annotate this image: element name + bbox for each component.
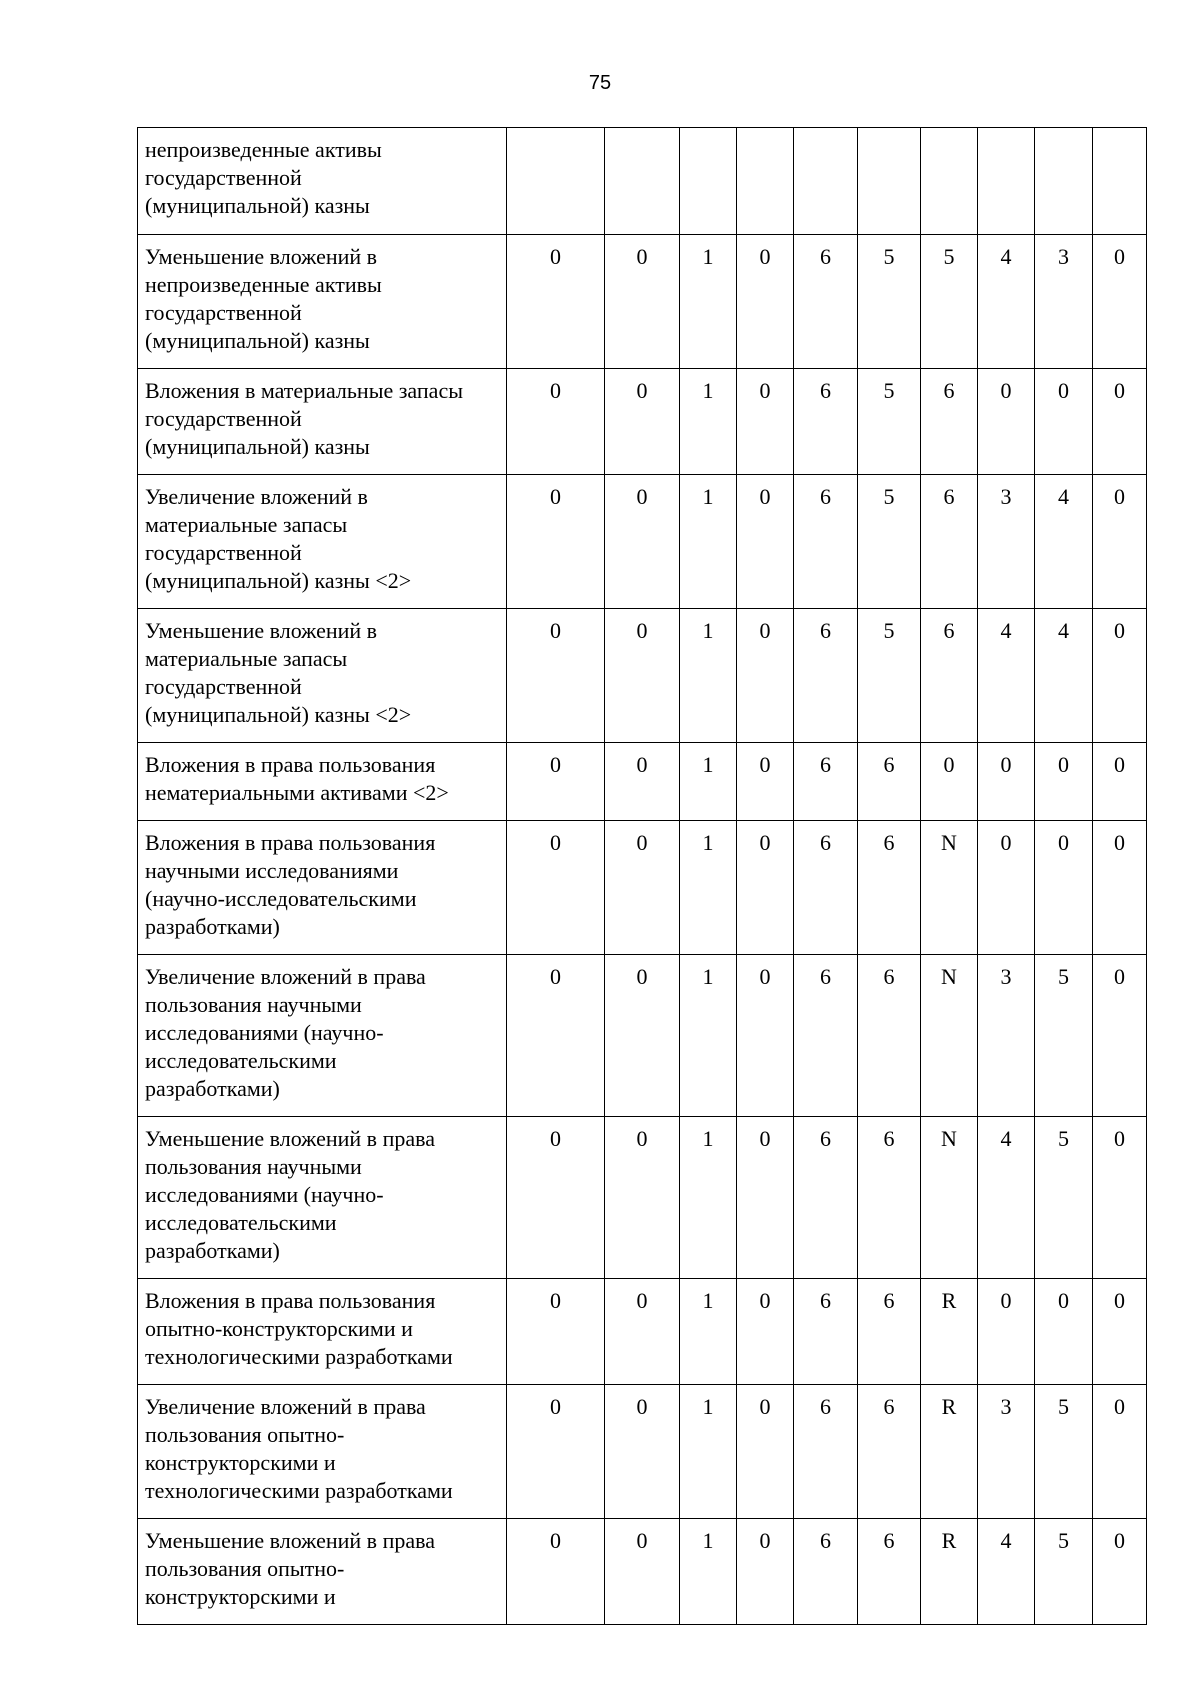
code-digit-cell: 3 [978, 1385, 1035, 1519]
code-digit-cell: 0 [978, 821, 1035, 955]
account-name-line: (муниципальной) казны <2> [145, 568, 412, 593]
code-digit-cell: 0 [1093, 1385, 1147, 1519]
code-digit-cell: 0 [978, 1279, 1035, 1385]
code-digit-cell: 0 [1035, 369, 1093, 475]
account-name-line: государственной [145, 674, 302, 699]
code-digit-cell: 0 [1093, 369, 1147, 475]
code-digit-cell: 6 [794, 1519, 858, 1625]
code-digit-cell: N [921, 821, 978, 955]
account-name-line: Уменьшение вложений в [145, 618, 378, 643]
code-digit-cell: 1 [680, 1519, 737, 1625]
code-digit-cell: 0 [605, 1117, 680, 1279]
code-digit-cell: 0 [507, 1279, 605, 1385]
code-digit-cell: 0 [605, 955, 680, 1117]
code-digit-cell: 6 [794, 1279, 858, 1385]
table-row [138, 1519, 1147, 1625]
code-digit-cell: 5 [921, 235, 978, 369]
account-name-line: государственной [145, 540, 302, 565]
code-digit-cell: 0 [507, 743, 605, 821]
code-digit-cell [978, 128, 1035, 235]
code-digit-cell: 6 [794, 609, 858, 743]
table-row [138, 743, 1147, 821]
account-name-line: Увеличение вложений в права [145, 964, 426, 989]
code-digit-cell: 0 [737, 743, 794, 821]
code-digit-cell: R [921, 1385, 978, 1519]
account-name-line: (муниципальной) казны [145, 434, 370, 459]
code-digit-cell [1093, 128, 1147, 235]
code-digit-cell: 4 [978, 1519, 1035, 1625]
code-digit-cell: 0 [507, 1519, 605, 1625]
account-name-line: непроизведенные активы [145, 272, 382, 297]
table-row [138, 235, 1147, 369]
code-digit-cell: 0 [1093, 235, 1147, 369]
account-name-line: государственной [145, 406, 302, 431]
code-digit-cell: 0 [737, 821, 794, 955]
table-row [138, 369, 1147, 475]
account-name-cell [138, 1279, 507, 1385]
code-digit-cell: 0 [507, 475, 605, 609]
table-row [138, 955, 1147, 1117]
code-digit-cell: R [921, 1519, 978, 1625]
code-digit-cell: 0 [1093, 1117, 1147, 1279]
code-digit-cell: 5 [858, 609, 921, 743]
code-digit-cell: 6 [921, 609, 978, 743]
code-digit-cell: 6 [794, 369, 858, 475]
code-digit-cell: 1 [680, 475, 737, 609]
account-name-line: пользования опытно- [145, 1556, 345, 1581]
code-digit-cell: 6 [858, 743, 921, 821]
table-row [138, 821, 1147, 955]
code-digit-cell: 0 [507, 955, 605, 1117]
account-name-line: технологическими разработками [145, 1478, 453, 1503]
code-digit-cell: 6 [794, 821, 858, 955]
code-digit-cell: 0 [1093, 609, 1147, 743]
code-digit-cell: 0 [737, 475, 794, 609]
account-name-line: Уменьшение вложений в права [145, 1528, 435, 1553]
table-row [138, 1117, 1147, 1279]
account-name-line: технологическими разработками [145, 1344, 453, 1369]
account-name-cell [138, 369, 507, 475]
code-digit-cell: 0 [1093, 821, 1147, 955]
code-digit-cell: 4 [978, 235, 1035, 369]
account-name-cell [138, 128, 507, 235]
code-digit-cell: 6 [794, 1385, 858, 1519]
code-digit-cell: 0 [978, 369, 1035, 475]
code-digit-cell [680, 128, 737, 235]
account-name-cell [138, 609, 507, 743]
account-name-line: Увеличение вложений в права [145, 1394, 426, 1419]
account-name-line: Вложения в права пользования [145, 1288, 436, 1313]
code-digit-cell: 4 [978, 1117, 1035, 1279]
code-digit-cell: 4 [978, 609, 1035, 743]
account-name-line: Вложения в материальные запасы [145, 378, 463, 403]
code-digit-cell: 5 [858, 369, 921, 475]
code-digit-cell: 1 [680, 1385, 737, 1519]
code-digit-cell: 0 [978, 743, 1035, 821]
account-name-line: непроизведенные активы [145, 137, 382, 162]
code-digit-cell: 6 [794, 475, 858, 609]
code-digit-cell: 3 [978, 475, 1035, 609]
code-digit-cell: 4 [1035, 475, 1093, 609]
account-name-line: конструкторскими и [145, 1450, 336, 1475]
account-name-line: пользования научными [145, 992, 362, 1017]
code-digit-cell: N [921, 1117, 978, 1279]
code-digit-cell: 0 [737, 1279, 794, 1385]
code-digit-cell: 5 [1035, 1385, 1093, 1519]
code-digit-cell: 0 [605, 475, 680, 609]
code-digit-cell: 0 [605, 1519, 680, 1625]
table-body [138, 128, 1147, 1625]
code-digit-cell: 6 [921, 369, 978, 475]
code-digit-cell: 0 [737, 369, 794, 475]
code-digit-cell: 0 [507, 821, 605, 955]
account-name-line: Уменьшение вложений в права [145, 1126, 435, 1151]
code-digit-cell [794, 128, 858, 235]
code-digit-cell [605, 128, 680, 235]
code-digit-cell: 0 [737, 1385, 794, 1519]
code-digit-cell [1035, 128, 1093, 235]
account-name-line: исследовательскими [145, 1210, 337, 1235]
account-name-cell [138, 1519, 507, 1625]
code-digit-cell: 5 [1035, 1117, 1093, 1279]
code-digit-cell: 6 [921, 475, 978, 609]
code-digit-cell: 0 [507, 369, 605, 475]
code-digit-cell [737, 128, 794, 235]
code-digit-cell: 0 [737, 609, 794, 743]
account-name-line: (муниципальной) казны <2> [145, 702, 412, 727]
code-digit-cell: 6 [794, 955, 858, 1117]
code-digit-cell: 1 [680, 1279, 737, 1385]
account-name-line: материальные запасы [145, 646, 348, 671]
table-row [138, 128, 1147, 235]
code-digit-cell: 1 [680, 235, 737, 369]
code-digit-cell: 6 [858, 955, 921, 1117]
page-number: 75 [588, 72, 612, 94]
account-name-cell [138, 1117, 507, 1279]
account-name-cell [138, 821, 507, 955]
account-name-line: пользования опытно- [145, 1422, 345, 1447]
code-digit-cell: 6 [794, 235, 858, 369]
code-digit-cell: 0 [605, 1279, 680, 1385]
code-digit-cell: 3 [978, 955, 1035, 1117]
account-name-line: разработками) [145, 1238, 280, 1263]
account-name-cell [138, 235, 507, 369]
code-digit-cell: 6 [858, 1385, 921, 1519]
code-digit-cell: 0 [1035, 1279, 1093, 1385]
code-digit-cell [921, 128, 978, 235]
code-digit-cell: 0 [1035, 743, 1093, 821]
account-name-line: научными исследованиями [145, 858, 399, 883]
account-name-line: Уменьшение вложений в [145, 244, 378, 269]
code-digit-cell: 0 [507, 235, 605, 369]
code-digit-cell: 0 [507, 609, 605, 743]
code-digit-cell: 0 [605, 1385, 680, 1519]
code-digit-cell: 0 [605, 609, 680, 743]
code-digit-cell: 0 [737, 955, 794, 1117]
code-digit-cell: 1 [680, 821, 737, 955]
code-digit-cell: 0 [605, 743, 680, 821]
account-name-line: опытно-конструкторскими и [145, 1316, 413, 1341]
account-name-line: материальные запасы [145, 512, 348, 537]
code-digit-cell [507, 128, 605, 235]
table-row [138, 1279, 1147, 1385]
code-digit-cell: 6 [794, 743, 858, 821]
code-digit-cell: 6 [858, 821, 921, 955]
code-digit-cell: 0 [1093, 1519, 1147, 1625]
account-name-cell [138, 743, 507, 821]
table-row [138, 1385, 1147, 1519]
code-digit-cell: 4 [1035, 609, 1093, 743]
code-digit-cell: 5 [858, 475, 921, 609]
account-name-line: конструкторскими и [145, 1584, 336, 1609]
account-name-cell [138, 475, 507, 609]
account-name-line: исследованиями (научно- [145, 1020, 384, 1045]
table-row [138, 475, 1147, 609]
code-digit-cell: 0 [921, 743, 978, 821]
code-digit-cell: 6 [858, 1519, 921, 1625]
code-digit-cell: 0 [737, 1519, 794, 1625]
code-digit-cell: 0 [1093, 1279, 1147, 1385]
code-digit-cell: 1 [680, 743, 737, 821]
code-digit-cell: 6 [794, 1117, 858, 1279]
account-name-line: исследованиями (научно- [145, 1182, 384, 1207]
account-name-line: нематериальными активами <2> [145, 780, 449, 805]
code-digit-cell: 1 [680, 955, 737, 1117]
code-digit-cell: 0 [605, 369, 680, 475]
code-digit-cell: 6 [858, 1117, 921, 1279]
code-digit-cell: 3 [1035, 235, 1093, 369]
account-name-line: (муниципальной) казны [145, 328, 370, 353]
account-name-cell [138, 955, 507, 1117]
account-name-line: государственной [145, 300, 302, 325]
account-name-line: (научно-исследовательскими [145, 886, 417, 911]
code-digit-cell: 5 [858, 235, 921, 369]
account-name-cell [138, 1385, 507, 1519]
code-digit-cell: 0 [507, 1117, 605, 1279]
account-name-line: Вложения в права пользования [145, 752, 436, 777]
code-digit-cell: 0 [507, 1385, 605, 1519]
code-digit-cell: 0 [1093, 743, 1147, 821]
code-digit-cell: 0 [737, 1117, 794, 1279]
code-digit-cell: 1 [680, 1117, 737, 1279]
code-digit-cell: 5 [1035, 1519, 1093, 1625]
code-digit-cell: 0 [605, 235, 680, 369]
code-digit-cell: 0 [605, 821, 680, 955]
code-digit-cell: 0 [1093, 475, 1147, 609]
code-digit-cell: 0 [737, 235, 794, 369]
code-digit-cell: 0 [1093, 955, 1147, 1117]
account-name-line: Увеличение вложений в [145, 484, 368, 509]
code-digit-cell: R [921, 1279, 978, 1385]
account-name-line: государственной [145, 165, 302, 190]
code-digit-cell: 0 [1035, 821, 1093, 955]
account-codes-table [137, 127, 1147, 1625]
account-name-line: исследовательскими [145, 1048, 337, 1073]
code-digit-cell: 1 [680, 609, 737, 743]
code-digit-cell: 6 [858, 1279, 921, 1385]
account-name-line: Вложения в права пользования [145, 830, 436, 855]
table-row [138, 609, 1147, 743]
account-name-line: разработками) [145, 914, 280, 939]
code-digit-cell: 1 [680, 369, 737, 475]
account-name-line: (муниципальной) казны [145, 193, 370, 218]
account-name-line: пользования научными [145, 1154, 362, 1179]
code-digit-cell [858, 128, 921, 235]
code-digit-cell: 5 [1035, 955, 1093, 1117]
account-name-line: разработками) [145, 1076, 280, 1101]
code-digit-cell: N [921, 955, 978, 1117]
